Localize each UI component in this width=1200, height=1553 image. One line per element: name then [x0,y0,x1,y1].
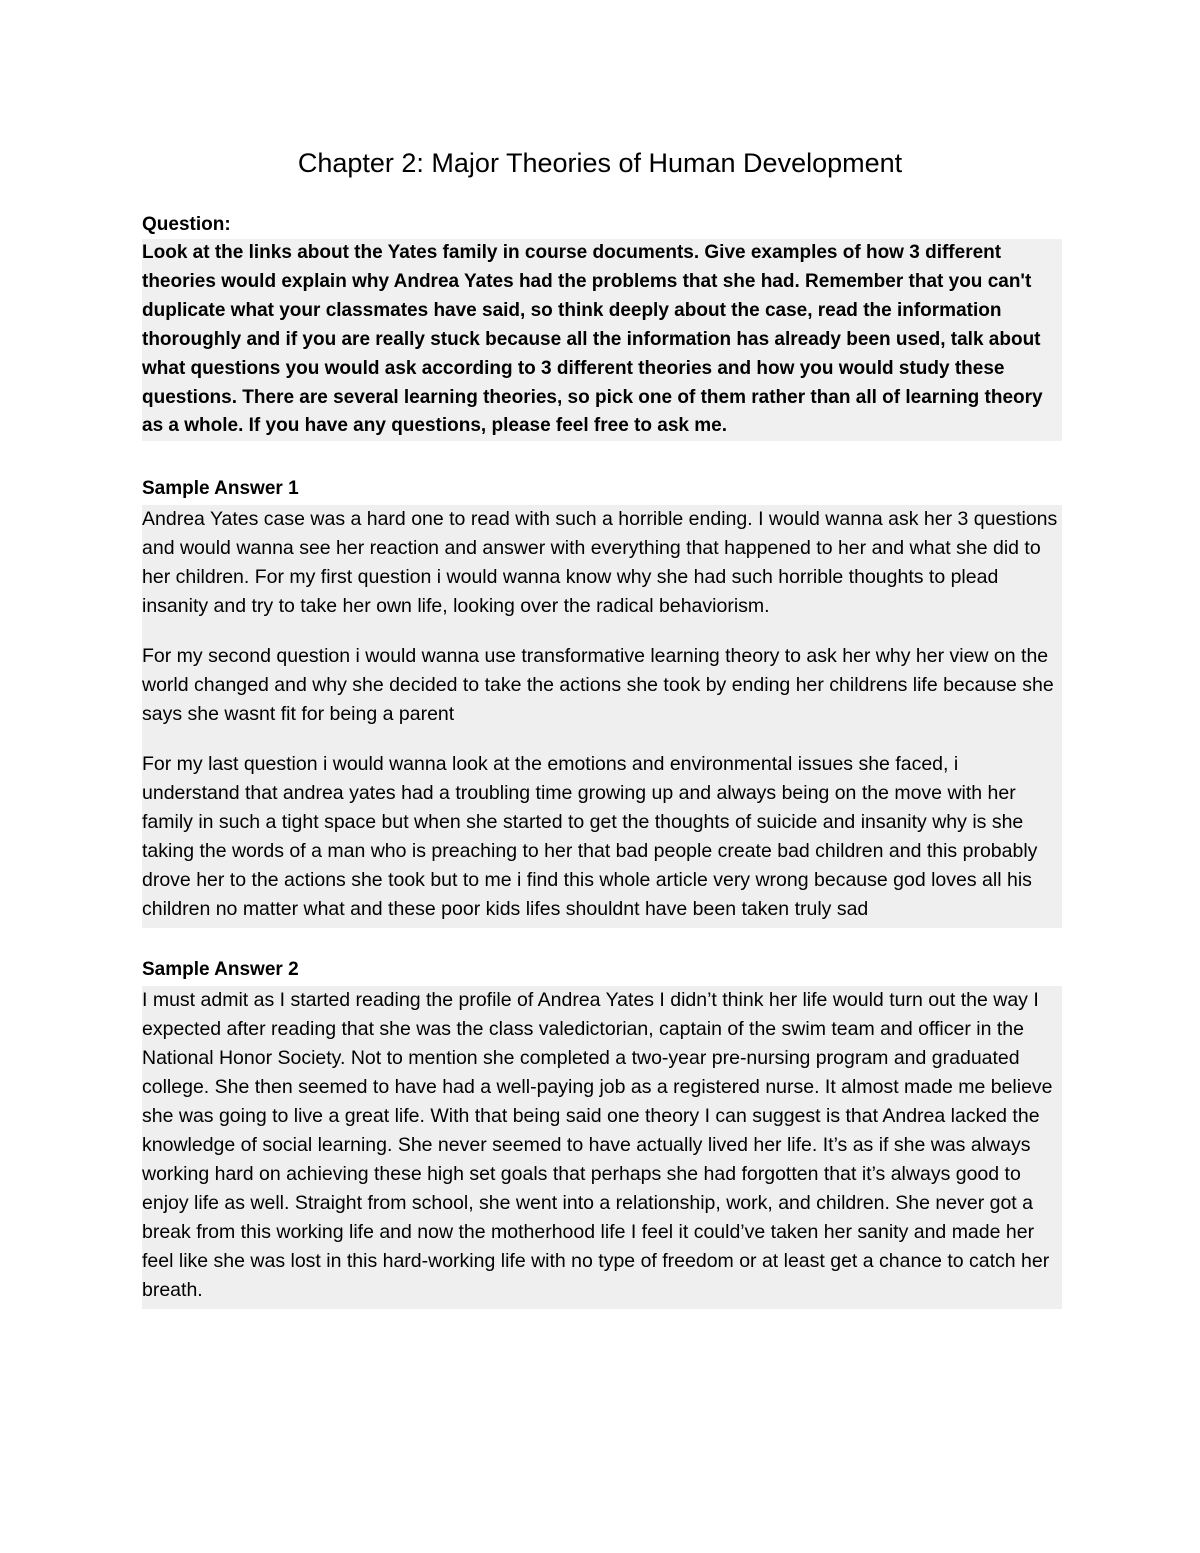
document-content [142,211,1062,1309]
question-text: Look at the links about the Yates family in course documents. Give examples of how 3 different theories would explain why Andrea Yates had the problems that she had. Remember that you can't duplicate what your classmates have said, so think deeply about the case, read the information thoroughly and if you are really stuck because all the information has already been used, talk about what questions you would ask according to 3 different theories and how you would study these questions. There are several learning theories, so pick one of them rather than all of learning theory as a whole. If you have any questions, please feel free to ask me. [142,239,1062,441]
answer-2-paragraph-1: I must admit as I started reading the profile of Andrea Yates I didn’t think her life would turn out the way I expected after reading that she was the class valedictorian, captain of the swim team and officer in the National Honor Society. Not to mention she completed a two-year pre-nursing program and graduated college. She then seemed to have had a well-paying job as a registered nurse. It almost made me believe she was going to live a great life. With that being said one theory I can suggest is that Andrea lacked the knowledge of social learning. She never seemed to have actually lived her life. It’s as if she was always working hard on achieving these high set goals that perhaps she had forgotten that it’s always good to enjoy life as well. Straight from school, she went into a relationship, work, and children. She never got a break from this working life and now the motherhood life I feel it could’ve taken her sanity and made her feel like she was lost in this hard-working life with no type of freedom or at least get a chance to catch her breath. [142,989,1053,1302]
answer-1-paragraph-2: For my second question i would wanna use transformative learning theory to ask her why her view on the world changed and why she decided to take the actions she took by ending her childrens life because she says she wasnt fit for being a parent [142,645,1054,726]
sample-answer-1-label: Sample Answer 1 [142,478,299,500]
answer-1-paragraph-1: Andrea Yates case was a hard one to read with such a horrible ending. I would wanna ask her 3 questions and would wanna see her reaction and answer with everything that happened to her and what she did to her children. For my first question i would wanna know why she had such horrible thoughts to plead insanity and try to take her own life, looking over the radical behaviorism. [142,508,1058,618]
question-label: Question: [142,214,231,235]
page-title: Chapter 2: Major Theories of Human Development [297,148,903,178]
sample-answer-1-section [142,475,1062,928]
question-section [142,211,1062,441]
sample-answer-1-body [142,505,1062,928]
sample-answer-2-section [142,956,1062,1309]
sample-answer-2-body [142,986,1062,1309]
sample-answer-2-label: Sample Answer 2 [142,959,299,981]
answer-1-paragraph-3: For my last question i would wanna look at the emotions and environmental issues she faced, i understand that andrea yates had a troubling time growing up and always being on the move with her family in such a tight space but when she started to get the thoughts of suicide and insanity why is she taking the words of a man who is preaching to her that bad people create bad children and this probably drove her to the actions she took but to me i find this whole article very wrong because god loves all his children no matter what and these poor kids lifes shouldnt have been taken truly sad [142,753,1038,921]
